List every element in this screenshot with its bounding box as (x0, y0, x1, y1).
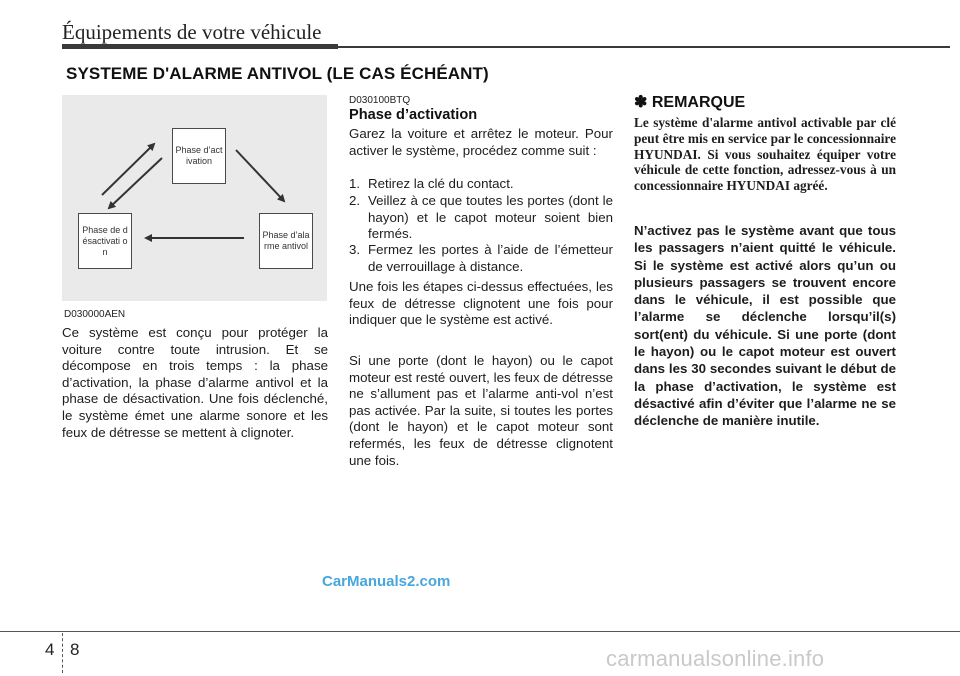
alarm-phase-label: Phase d’alarme antivol (262, 230, 310, 251)
chapter-title: Équipements de votre véhicule (62, 20, 322, 44)
step-number: 1. (349, 176, 361, 191)
remark-heading (634, 92, 745, 112)
page-number-divider (62, 633, 63, 673)
deactivation-phase-label: Phase de désactivati on (82, 224, 128, 257)
step-2 (349, 193, 613, 243)
page-chapter-number: 4 (45, 640, 55, 659)
activation-phase-label: Phase d’activation (175, 145, 223, 166)
subsection-title: Phase d’activation (349, 107, 478, 123)
diagram-arrows (62, 95, 327, 301)
step-number: 3. (349, 242, 361, 257)
step-text: Veillez à ce que toutes les portes (dont le hayon) et le capot moteur soient bien fermés. (368, 193, 613, 242)
activation-confirmation: Une fois les étapes ci-dessus effectuées, les feux de détresse clignotent une fois pour indiquer que le système est activé. (349, 279, 613, 328)
arrow-activation-to-alarm (236, 150, 284, 201)
alarm-phase-diagram (62, 95, 327, 301)
subsection-code: D030100BTQ (349, 95, 411, 106)
watermark-link[interactable]: CarManuals2.com (322, 573, 451, 590)
header-bar (62, 44, 338, 49)
remark-dealer-text: Le système d'alarme antivol activable par clé peut être mis en service par le concessionnaire HYUNDAI. Si vous souhaitez équiper votre véhicule de cette fonction, adressez-vous à un concessionnaire HYUNDAI agréé. (634, 115, 896, 194)
step-1 (349, 176, 613, 193)
arrow-deactivation-to-activation (102, 144, 154, 195)
activation-intro: Garez la voiture et arrêtez le moteur. Pour activer le système, procédez comme suit : (349, 126, 613, 158)
intro-paragraph: Ce système est conçu pour protéger la voiture contre toute intrusion. Et se décompose en trois temps : la phase d’activation, la phase d’alarme antivol et la phase de désactivation. Une fois déclenché, le système émet une alarme sonore et les feux de détresse se mettent à clignoter. (62, 325, 328, 440)
header-rule (338, 46, 950, 48)
section-title: SYSTEME D'ALARME ANTIVOL (LE CAS ÉCHÉANT) (66, 64, 489, 83)
step-text: Retirez la clé du contact. (368, 176, 514, 191)
remark-title: REMARQUE (651, 94, 746, 111)
section-code: D030000AEN (64, 309, 126, 320)
footer-rule (0, 631, 960, 632)
step-text: Fermez les portes à l’aide de l’émetteur de verrouillage à distance. (368, 242, 613, 274)
step-number: 2. (349, 193, 361, 208)
page-number: 8 (70, 640, 80, 659)
arrow-activation-to-deactivation (109, 158, 162, 208)
footer-watermark: carmanualsonline.info (606, 646, 825, 671)
open-door-note: Si une porte (dont le hayon) ou le capot moteur est resté ouvert, les feux de détresse ne s’allument pas et l’alarme anti-vol n’est pas activée. Par la suite, si toutes les portes (dont le hayon) et le capot moteur sont refermés, les feux de détresse clignotent une fois. (349, 353, 613, 468)
remark-warning-text: N’activez pas le système avant que tous les passagers n’aient quitté le véhicule. Si le système est activé alors qu’un ou plusieurs passagers se trouvent encore dans le véhicule, il est possible que l’alarme se déclenche lorsqu’il(s) sort(ent) du véhicule. Si une porte (dont le hayon) ou le capot moteur est ouvert dans les 30 secondes suivant le début de la phase d’activation, le système est désactivé afin d’éviter que l’alarme ne se déclenche de manière inutile. (634, 223, 896, 429)
step-3 (349, 242, 613, 275)
asterisk-icon: ✽ (634, 94, 648, 111)
